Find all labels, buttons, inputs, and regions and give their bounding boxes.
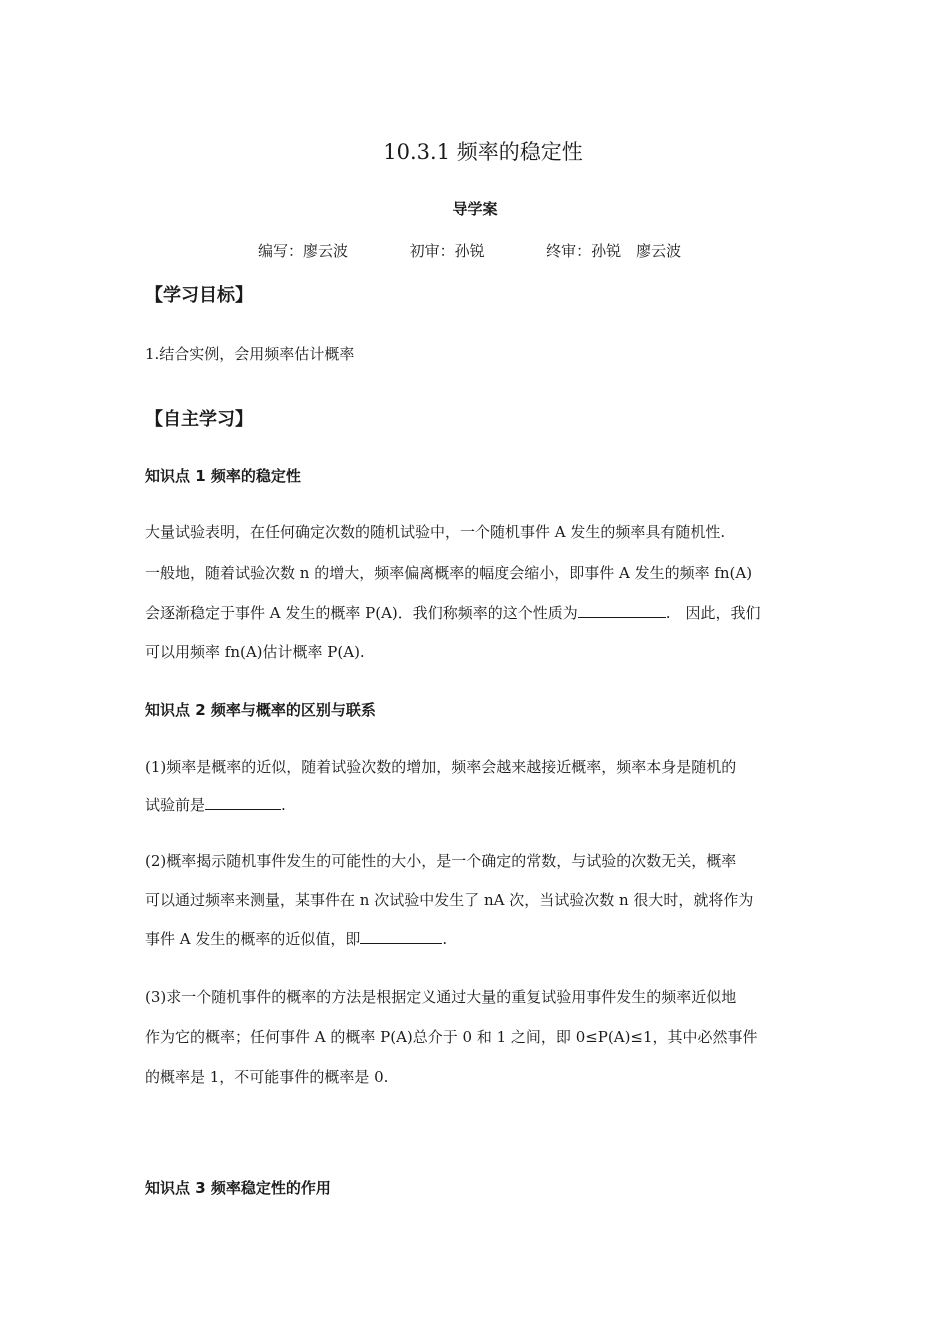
kp2-p1-line-1: (1)频率是概率的近似，随着试验次数的增加，频率会越来越接近概率，频率本身是随机的 <box>145 758 737 776</box>
fill-in-blank-2[interactable] <box>205 795 281 810</box>
kp2-p2-line-2: 可以通过频率来测量，某事件在 n 次试验中发生了 nA 次，当试验次数 n 很大时，就将作为 <box>145 891 754 909</box>
kp2-p2-line-1: (2)概率揭示随机事件发生的可能性的大小，是一个确定的常数，与试验的次数无关，概率 <box>145 852 737 870</box>
kp1-line-3-text: 会逐渐稳定于事件 A 发生的概率 P(A)．我们称频率的这个性质为 <box>145 604 578 622</box>
kp2-p1-line-2-tail: . <box>281 796 286 814</box>
fill-in-blank-1[interactable] <box>578 603 666 618</box>
kp1-line-3 <box>145 602 761 623</box>
kp2-p2-line-3-tail: . <box>442 930 448 948</box>
kp2-p3-line-2: 作为它的概率；任何事件 A 的概率 P(A)总介于 0 和 1 之间，即 0≤P(A)≤1，其中必然事件 <box>145 1028 758 1046</box>
kp2-p1-line-2 <box>145 794 286 815</box>
kp2-p2-line-3-text: 事件 A 发生的概率的近似值，即 <box>145 930 361 948</box>
knowledge-point-1-heading: 知识点 1 频率的稳定性 <box>145 467 301 485</box>
fill-in-blank-3[interactable] <box>360 929 442 944</box>
kp2-p3-line-1: (3)求一个随机事件的概率的方法是根据定义通过大量的重复试验用事件发生的频率近似地 <box>145 988 737 1006</box>
credits-line <box>258 240 681 261</box>
knowledge-point-2-heading: 知识点 2 频率与概率的区别与联系 <box>145 701 376 719</box>
knowledge-point-3-heading: 知识点 3 频率稳定性的作用 <box>145 1179 331 1197</box>
kp2-p3-line-3: 的概率是 1，不可能事件的概率是 0. <box>145 1068 389 1086</box>
kp1-line-4: 可以用频率 fn(A)估计概率 P(A). <box>145 643 365 661</box>
page-title: 10.3.1 频率的稳定性 <box>383 140 583 164</box>
learning-goals-heading: 【学习目标】 <box>145 285 253 306</box>
learning-goal-item: 1.结合实例，会用频率估计概率 <box>145 345 355 363</box>
self-study-heading: 【自主学习】 <box>145 409 253 430</box>
page-subtitle: 导学案 <box>452 200 498 218</box>
kp1-line-2: 一般地，随着试验次数 n 的增大，频率偏离概率的幅度会缩小，即事件 A 发生的频率 fn(A) <box>145 564 753 582</box>
kp2-p1-line-2-text: 试验前是 <box>145 796 206 814</box>
final-review-credit: 终审：孙锐 廖云波 <box>546 242 682 260</box>
kp1-line-1: 大量试验表明，在任何确定次数的随机试验中，一个随机事件 A 发生的频率具有随机性. <box>145 523 726 541</box>
editor-credit: 编写：廖云波 <box>258 242 349 260</box>
reviewer-credit: 初审：孙锐 <box>409 242 485 260</box>
kp1-line-3-tail: . 因此，我们 <box>665 604 761 622</box>
kp2-p2-line-3 <box>145 928 447 949</box>
